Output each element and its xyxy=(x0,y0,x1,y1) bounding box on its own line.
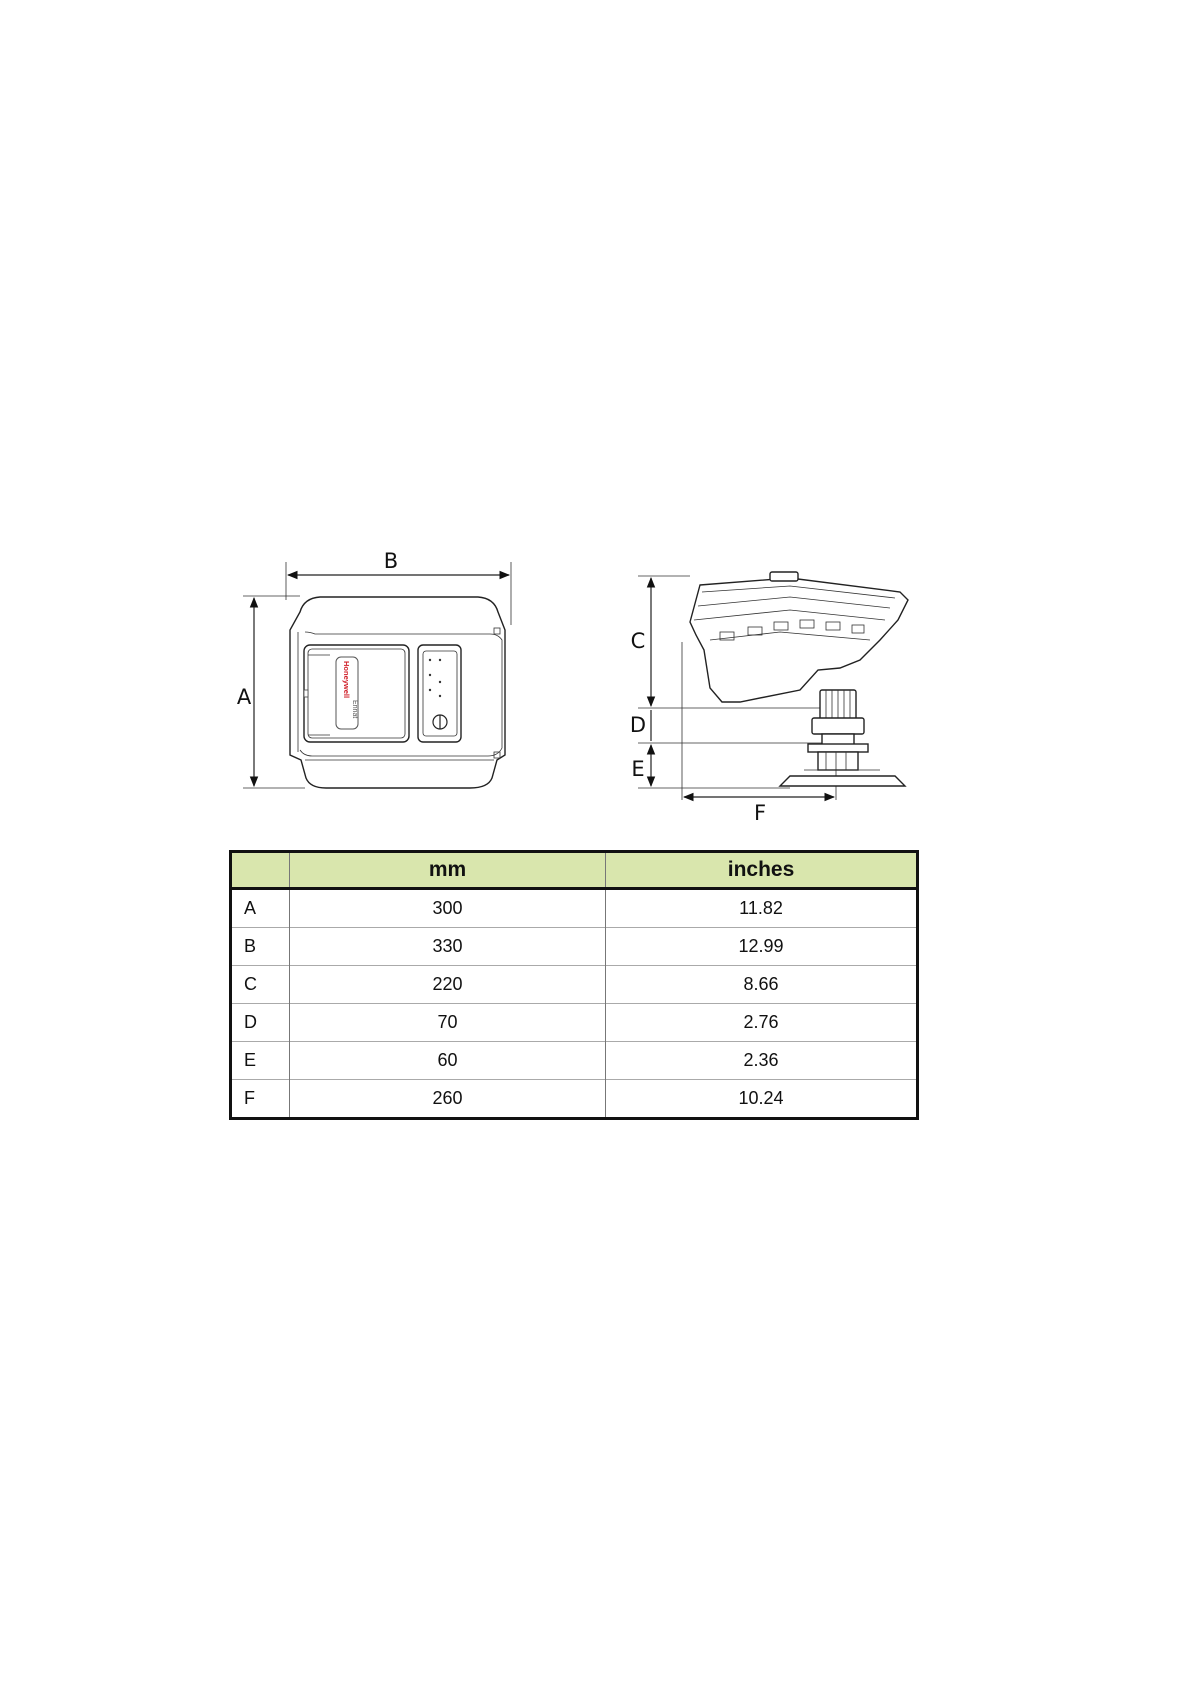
row-mm: 220 xyxy=(290,966,606,1004)
row-mm: 60 xyxy=(290,1042,606,1080)
dimension-table xyxy=(229,850,919,1120)
row-label: F xyxy=(231,1080,290,1119)
table-row xyxy=(231,889,918,928)
table-row xyxy=(231,1080,918,1119)
row-inches: 12.99 xyxy=(606,928,918,966)
table-row xyxy=(231,1004,918,1042)
side-view-drawing xyxy=(630,572,908,825)
row-inches: 8.66 xyxy=(606,966,918,1004)
row-mm: 300 xyxy=(290,889,606,928)
dim-label-f: F xyxy=(753,801,767,825)
row-label: D xyxy=(231,1004,290,1042)
row-inches: 2.76 xyxy=(606,1004,918,1042)
row-label: B xyxy=(231,928,290,966)
dim-label-c: C xyxy=(630,629,646,653)
dim-label-e: E xyxy=(631,757,645,781)
header-label-cell xyxy=(231,852,290,889)
row-mm: 330 xyxy=(290,928,606,966)
dim-label-b: B xyxy=(383,549,399,573)
row-inches: 2.36 xyxy=(606,1042,918,1080)
row-label: C xyxy=(231,966,290,1004)
brand-product: Ennat xyxy=(351,700,358,719)
header-inches: inches xyxy=(606,852,918,889)
table-row xyxy=(231,928,918,966)
dim-label-a: A xyxy=(236,685,252,709)
row-inches: 10.24 xyxy=(606,1080,918,1119)
brand-logo: Honeywell xyxy=(342,661,351,699)
table-row xyxy=(231,1042,918,1080)
dim-label-d: D xyxy=(629,713,647,737)
front-view-drawing xyxy=(237,549,511,788)
row-label: E xyxy=(231,1042,290,1080)
header-mm: mm xyxy=(290,852,606,889)
row-mm: 260 xyxy=(290,1080,606,1119)
table-row xyxy=(231,966,918,1004)
row-mm: 70 xyxy=(290,1004,606,1042)
row-inches: 11.82 xyxy=(606,889,918,928)
table-header-row xyxy=(231,852,918,889)
row-label: A xyxy=(244,898,257,918)
